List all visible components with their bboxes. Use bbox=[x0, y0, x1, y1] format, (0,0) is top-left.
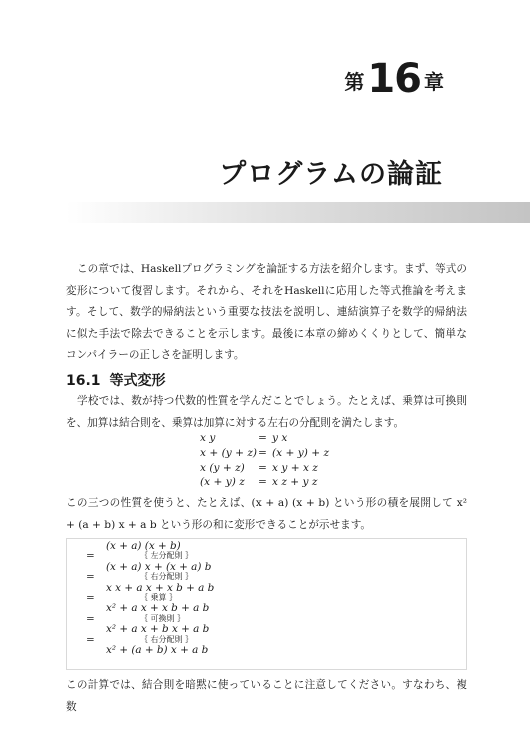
body-paragraph-algebra: 学校では、数が持つ代数的性質を学んだことでしょう。たとえば、乗算は可換則を、加算は結合則を、乗算は加算に対する左右の分配則を満たします。 bbox=[66, 395, 467, 429]
equation-row bbox=[200, 475, 329, 490]
chapter-suffix: 章 bbox=[424, 70, 444, 94]
equation-lhs: x + (y + z) bbox=[200, 446, 258, 459]
equation-row bbox=[200, 461, 329, 476]
body-paragraph-expansion: この三つの性質を使うと、たとえば、(x + a) (x + b) という形の積を展開して x² + (a + b) x + a b という形の和に変形できることが示せます。 bbox=[66, 497, 467, 531]
calc-expression: x x + a x + x b + a b bbox=[106, 581, 215, 594]
chapter-prefix: 第 bbox=[344, 70, 365, 94]
section-heading bbox=[66, 370, 166, 390]
equation-rhs: y x bbox=[272, 432, 288, 444]
calc-expression: x² + a x + b x + a b bbox=[106, 623, 210, 636]
equation-row bbox=[200, 446, 329, 461]
equation-rhs: (x + y) + z bbox=[272, 446, 330, 459]
equation-rhs: x z + y z bbox=[272, 476, 318, 489]
chapter-title: プログラムの論証 bbox=[219, 159, 443, 190]
intro-paragraph: この章では、Haskellプログラミングを論証する方法を紹介します。まず、等式の変形について復習します。それから、それをHaskellに応用した等式推論を考えます。そして、数学的帰納法という重要な技法を説明し、連結演算子を数学的帰納法に似た手法で除去できることを示します。最後に本章の締めくくりとして、簡単なコンパイラーの正しさを証明します。 bbox=[66, 263, 467, 362]
calc-hint: = ｛ 可換則 ｝ bbox=[86, 612, 186, 625]
calc-expression: x² + (a + b) x + a b bbox=[106, 643, 209, 656]
calculation-steps bbox=[86, 541, 214, 655]
calc-hint: = ｛ 右分配則 ｝ bbox=[86, 633, 194, 646]
calc-hint: = ｛ 乗算 ｝ bbox=[86, 591, 178, 604]
equation-rhs: x y + x z bbox=[272, 461, 318, 474]
equation-operator: = bbox=[258, 461, 267, 474]
equation-operator: = bbox=[258, 446, 267, 459]
equation-block bbox=[200, 431, 329, 490]
calc-hint: = ｛ 左分配則 ｝ bbox=[86, 550, 194, 563]
equation-row bbox=[200, 431, 329, 446]
equation-operator: = bbox=[258, 432, 267, 444]
title-gradient-rule bbox=[66, 202, 530, 223]
calc-expression: x² + a x + x b + a b bbox=[106, 602, 210, 615]
equation-lhs: x y bbox=[200, 432, 216, 444]
calc-hint: = ｛ 右分配則 ｝ bbox=[86, 571, 194, 584]
body-paragraph-associativity: この計算では、結合則を暗黙に使っていることに注意してください。すなわち、複数 bbox=[66, 679, 467, 713]
equation-lhs: x (y + z) bbox=[200, 461, 245, 474]
calc-expression: (x + a) (x + b) bbox=[106, 540, 181, 552]
equation-lhs: (x + y) z bbox=[200, 476, 245, 489]
calc-expression: (x + a) x + (x + a) b bbox=[106, 560, 212, 573]
section-title: 等式変形 bbox=[109, 373, 166, 389]
chapter-label bbox=[344, 56, 444, 100]
section-number: 16.1 bbox=[66, 373, 101, 389]
equation-operator: = bbox=[258, 476, 267, 489]
chapter-number: 16 bbox=[367, 56, 421, 102]
